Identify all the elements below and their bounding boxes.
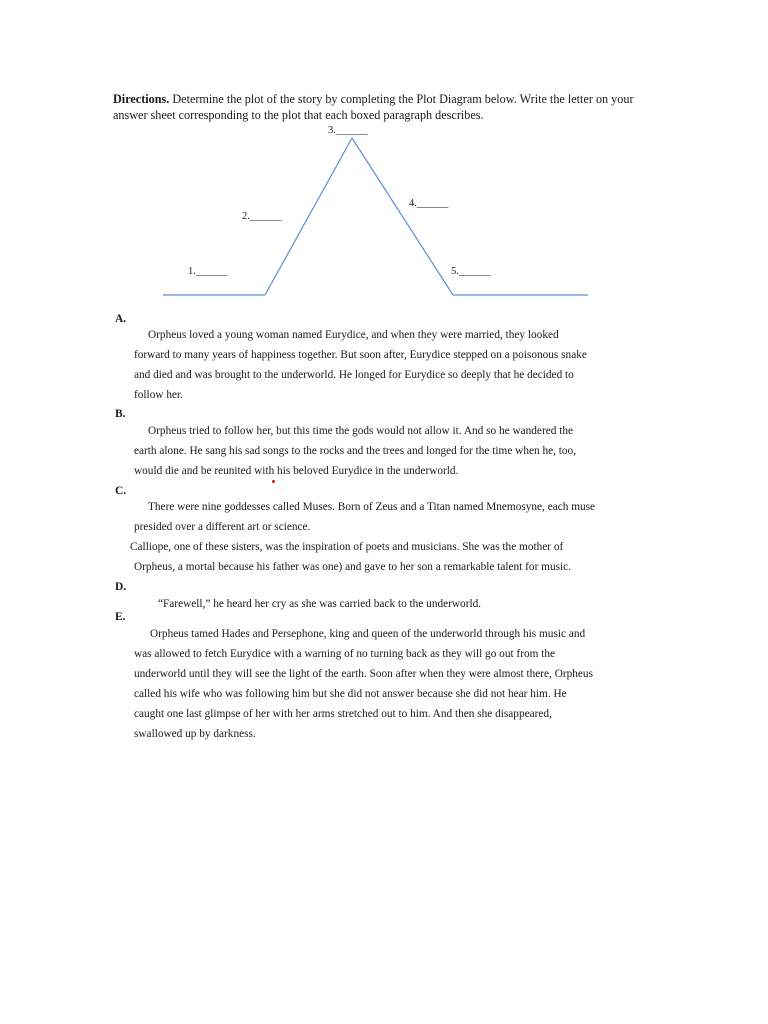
- section-letter-d: D.: [115, 581, 127, 593]
- paragraph-line: forward to many years of happiness together. But soon after, Eurydice stepped on a poisonous snake: [134, 349, 587, 361]
- paragraph-line: Orpheus tried to follow her, but this time the gods would not allow it. And so he wandered the: [148, 425, 573, 437]
- paragraph-line: called his wife who was following him but she did not answer because she did not hear him. He: [134, 688, 567, 700]
- plot-blank-number: 4.: [409, 198, 417, 209]
- falling-action-line: [352, 138, 453, 295]
- plot-blank-line: ______: [249, 211, 282, 222]
- paragraph-line: follow her.: [134, 389, 183, 401]
- plot-blank-line: ______: [195, 266, 228, 277]
- plot-blank-number: 3.: [328, 125, 336, 136]
- plot-blank-1: [188, 266, 227, 278]
- plot-blank-number: 5.: [451, 266, 459, 277]
- paragraph-line: Orpheus, a mortal because his father was one) and gave to her son a remarkable talent for music.: [134, 561, 571, 573]
- plot-blank-number: 2.: [242, 211, 250, 222]
- section-c-paragraph: [130, 497, 644, 577]
- section-a-paragraph: [134, 325, 644, 405]
- plot-blank-line: ______: [458, 266, 491, 277]
- section-b-paragraph: [134, 421, 644, 481]
- paragraph-line: Orpheus tamed Hades and Persephone, king and queen of the underworld through his music and: [150, 628, 586, 640]
- paragraph-line: Calliope, one of these sisters, was the inspiration of poets and musicians. She was the mother of: [130, 541, 564, 553]
- plot-blank-4: [409, 198, 448, 210]
- section-letter-c: C.: [115, 485, 127, 497]
- plot-blank-number: 1.: [188, 266, 196, 277]
- plot-blank-line: ______: [416, 198, 449, 209]
- red-mark-dot: [272, 480, 275, 483]
- paragraph-line: presided over a different art or science.: [134, 521, 311, 533]
- paragraph-line: swallowed up by darkness.: [134, 728, 256, 740]
- paragraph-line: “Farewell,” he heard her cry as she was carried back to the underworld.: [158, 598, 482, 610]
- directions-label: Directions.: [113, 92, 170, 106]
- plot-blank-5: [451, 266, 490, 278]
- section-letter-a: A.: [115, 313, 127, 325]
- paragraph-line: caught one last glimpse of her with her arms stretched out to him. And then she disappeared,: [134, 708, 552, 720]
- paragraph-line: was allowed to fetch Eurydice with a warning of no turning back as they will go out from the: [134, 648, 556, 660]
- paragraph-line: underworld until they will see the light of the earth. Soon after when they were almost there, Orpheus: [134, 668, 593, 680]
- paragraph-line: earth alone. He sang his sad songs to the rocks and the trees and longed for the time when he, too,: [134, 445, 577, 457]
- plot-blank-2: [242, 211, 281, 223]
- paragraph-line: Orpheus loved a young woman named Eurydice, and when they were married, they looked: [148, 329, 559, 341]
- directions-text: Determine the plot of the story by completing the Plot Diagram below. Write the letter on your answer sheet corresponding to the plot that each boxed paragraph describes.: [113, 92, 634, 122]
- section-letter-e: E.: [115, 611, 126, 623]
- section-d-paragraph: [134, 594, 644, 614]
- section-e-paragraph: [134, 624, 644, 744]
- paragraph-line: and died and was brought to the underworld. He longed for Eurydice so deeply that he decided to: [134, 369, 574, 381]
- plot-blank-line: ______: [335, 125, 368, 136]
- section-letter-b: B.: [115, 408, 126, 420]
- plot-blank-3: [328, 125, 367, 137]
- paragraph-line: There were nine goddesses called Muses. Born of Zeus and a Titan named Mnemosyne, each muse: [148, 501, 596, 513]
- plot-diagram: [0, 0, 768, 320]
- paragraph-line: would die and be reunited with his beloved Eurydice in the underworld.: [134, 465, 459, 477]
